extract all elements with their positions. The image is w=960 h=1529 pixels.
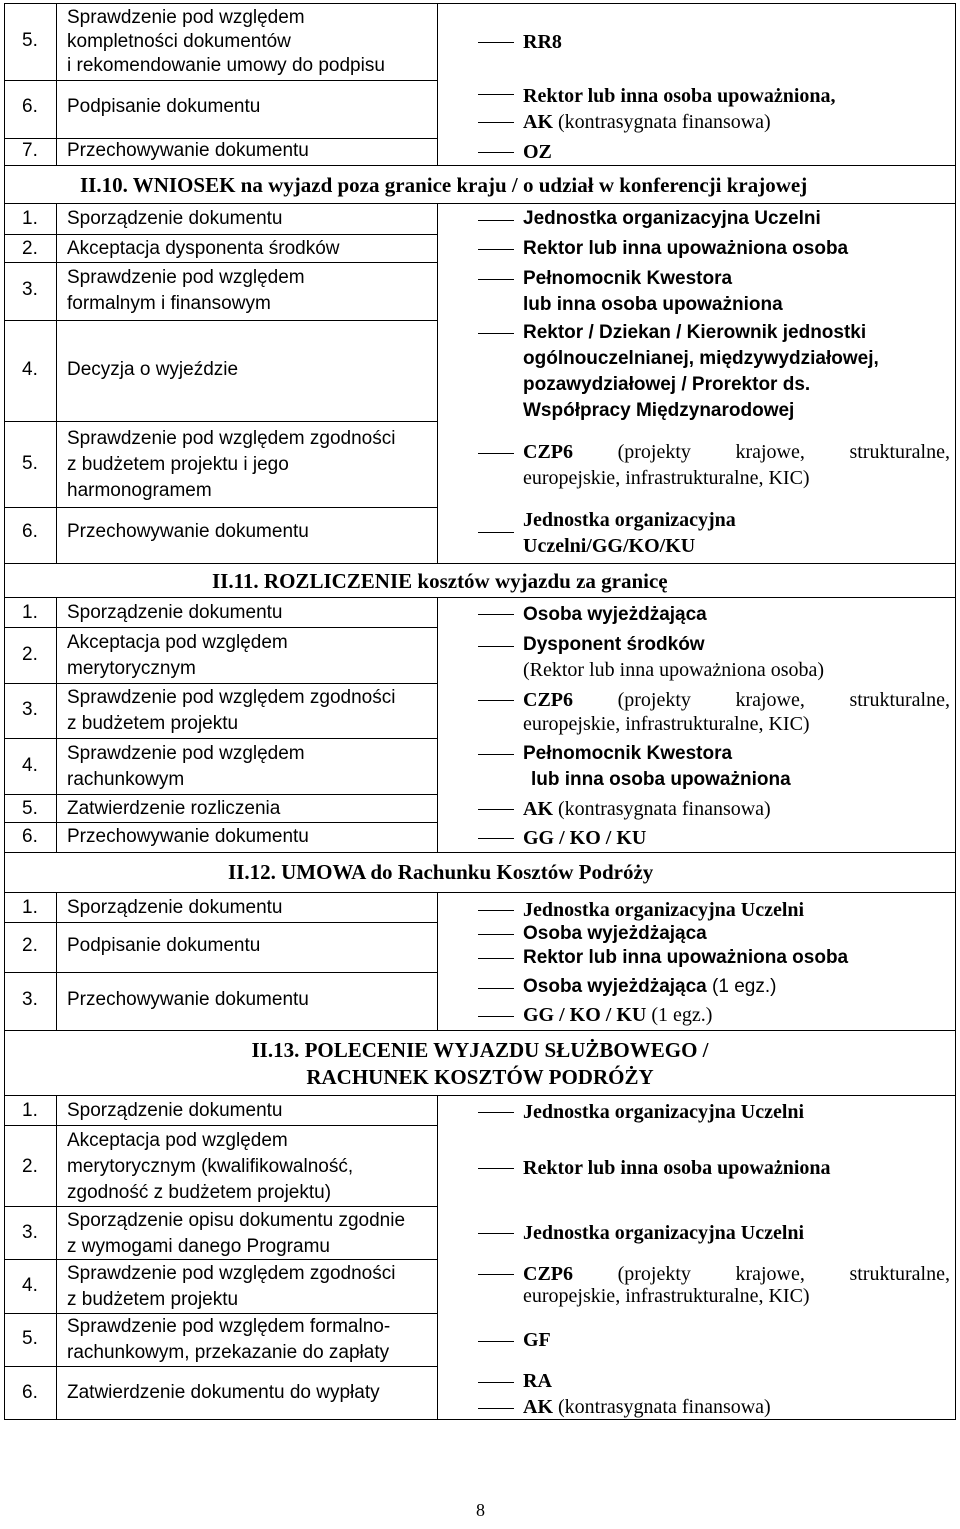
row-responsible: Jednostka organizacyjna — [523, 509, 736, 531]
row-number: 2. — [22, 935, 38, 956]
row-description: Sprawdzenie pod względem — [67, 267, 305, 288]
table-border-top — [4, 3, 956, 4]
row-number: 2. — [22, 238, 38, 259]
table-border-right — [955, 3, 956, 1420]
row-responsible: (Rektor lub inna upoważniona osoba) — [523, 659, 825, 681]
row-responsible: CZP6 (projekty krajowe, strukturalne, — [523, 689, 950, 711]
row-description: Przechowywanie dokumentu — [67, 521, 309, 542]
row-description: Akceptacja pod względem — [67, 1130, 288, 1151]
row-responsible: Osoba wyjeżdżająca — [523, 923, 707, 944]
row-number: 7. — [22, 140, 38, 161]
responsible-dash — [478, 1112, 514, 1113]
row-description: z budżetem projektu — [67, 1289, 239, 1310]
row-description: Podpisanie dokumentu — [67, 96, 261, 117]
row-responsible: Osoba wyjeżdżająca — [523, 604, 707, 625]
row-description: Sprawdzenie pod względem — [67, 743, 305, 764]
row-divider — [4, 421, 438, 422]
responsible-dash — [478, 646, 514, 647]
row-description: i rekomendowanie umowy do podpisu — [67, 55, 385, 76]
row-responsible: Dysponent środków — [523, 634, 705, 655]
section-divider — [4, 892, 956, 893]
responsible-dash — [478, 1274, 514, 1275]
num-col-divider — [56, 892, 57, 1030]
desc-col-divider — [437, 597, 438, 852]
section-divider — [4, 165, 956, 166]
section-divider — [4, 1030, 956, 1031]
responsible-dash — [478, 1016, 514, 1017]
responsible-dash — [478, 122, 514, 123]
desc-col-divider — [437, 203, 438, 563]
row-description: Sprawdzenie pod względem zgodności — [67, 687, 396, 708]
row-responsible: Rektor lub inna upoważniona osoba — [523, 238, 849, 259]
responsible-dash — [478, 1408, 514, 1409]
row-responsible: GG / KO / KU — [523, 827, 647, 849]
row-description: rachunkowym, przekazanie do zapłaty — [67, 1342, 390, 1363]
responsible-dash — [478, 42, 514, 43]
czp6-abbr: CZP6 — [523, 441, 573, 463]
row-responsible: RR8 — [523, 31, 562, 53]
row-description: harmonogramem — [67, 480, 212, 501]
row-responsible: Jednostka organizacyjna Uczelni — [523, 1101, 805, 1123]
row-responsible: Pełnomocnik Kwestora — [523, 743, 733, 764]
row-number: 2. — [22, 644, 38, 665]
desc-col-divider — [437, 1095, 438, 1420]
row-number: 5. — [22, 30, 38, 51]
row-responsible: AK (kontrasygnata finansowa) — [523, 111, 771, 133]
row-number: 5. — [22, 453, 38, 474]
row-number: 6. — [22, 96, 38, 117]
gg-ko-ku-bold: GG / KO / KU — [523, 1004, 647, 1026]
responsible-dash — [478, 614, 514, 615]
row-description: Zatwierdzenie dokumentu do wypłaty — [67, 1382, 380, 1403]
row-divider — [4, 922, 438, 923]
row-number: 1. — [22, 897, 38, 918]
section-title: II.11. ROZLICZENIE kosztów wyjazdu za granicę — [212, 569, 668, 593]
row-number: 3. — [22, 279, 38, 300]
row-description: Sporządzenie dokumentu — [67, 208, 283, 229]
responsible-dash — [478, 152, 514, 153]
row-number: 4. — [22, 359, 38, 380]
responsible-dash — [478, 1233, 514, 1234]
row-description: rachunkowym — [67, 769, 185, 790]
row-responsible: GF — [523, 1329, 551, 1351]
row-responsible: Jednostka organizacyjna Uczelni — [523, 208, 821, 229]
section-title: II.13. POLECENIE WYJAZDU SŁUŻBOWEGO / — [251, 1038, 709, 1062]
row-description: Akceptacja dysponenta środków — [67, 238, 340, 259]
row-divider — [4, 972, 438, 973]
table-border-bottom — [4, 1419, 956, 1420]
row-responsible: GG / KO / KU (1 egz.) — [523, 1004, 713, 1026]
section-title: RACHUNEK KOSZTÓW PODRÓŻY — [306, 1065, 654, 1089]
row-description: Akceptacja pod względem — [67, 632, 288, 653]
num-col-divider — [56, 597, 57, 852]
row-number: 4. — [22, 755, 38, 776]
row-responsible: Jednostka organizacyjna Uczelni — [523, 1222, 805, 1244]
row-divider — [4, 507, 438, 508]
row-divider — [4, 1125, 438, 1126]
responsible-dash — [478, 754, 514, 755]
row-description: kompletności dokumentów — [67, 31, 291, 52]
row-description: Decyzja o wyjeździe — [67, 359, 239, 380]
row-description: Sprawdzenie pod względem formalno- — [67, 1316, 391, 1337]
row-responsible: Rektor / Dziekan / Kierownik jednostki — [523, 322, 867, 343]
responsible-dash — [478, 910, 514, 911]
row-description: Sporządzenie dokumentu — [67, 1100, 283, 1121]
section-divider — [4, 1095, 956, 1096]
row-number: 6. — [22, 521, 38, 542]
row-responsible: Uczelni/GG/KO/KU — [523, 535, 696, 557]
responsible-dash — [478, 249, 514, 250]
responsible-dash — [478, 988, 514, 989]
row-description: z budżetem projektu i jego — [67, 454, 289, 475]
row-responsible: AK (kontrasygnata finansowa) — [523, 1396, 771, 1418]
row-number: 1. — [22, 208, 38, 229]
row-description: z budżetem projektu — [67, 713, 239, 734]
row-description: z wymogami danego Programu — [67, 1236, 330, 1257]
responsible-dash — [478, 700, 514, 701]
ak-abbr: AK — [523, 1396, 553, 1418]
section-divider — [4, 852, 956, 853]
row-divider — [4, 1366, 438, 1367]
row-number: 3. — [22, 699, 38, 720]
row-description: zgodność z budżetem projektu) — [67, 1182, 332, 1203]
section-divider — [4, 597, 956, 598]
czp6-abbr: CZP6 — [523, 1263, 573, 1285]
row-responsible: pozawydziałowej / Prorektor ds. — [523, 374, 811, 395]
row-responsible: lub inna osoba upoważniona — [523, 294, 783, 315]
row-responsible: Jednostka organizacyjna Uczelni — [523, 899, 805, 921]
row-divider — [4, 627, 438, 628]
table-border-left — [4, 3, 5, 1420]
responsible-dash — [478, 838, 514, 839]
row-divider — [4, 794, 438, 795]
section-divider — [4, 563, 956, 564]
row-description: Sprawdzenie pod względem zgodności — [67, 1263, 396, 1284]
responsible-dash — [478, 333, 514, 334]
responsible-dash — [478, 1382, 514, 1383]
responsible-dash — [478, 809, 514, 810]
osoba-bold: Osoba wyjeżdżająca — [523, 976, 707, 997]
responsible-dash — [478, 94, 514, 95]
row-responsible: CZP6 (projekty krajowe, strukturalne, — [523, 441, 950, 463]
row-divider — [4, 80, 438, 81]
row-responsible: europejskie, infrastrukturalne, KIC) — [523, 1285, 810, 1307]
row-number: 4. — [22, 1275, 38, 1296]
row-divider — [4, 1206, 438, 1207]
row-description: Przechowywanie dokumentu — [67, 826, 309, 847]
row-responsible: europejskie, infrastrukturalne, KIC) — [523, 467, 810, 489]
row-responsible: RA — [523, 1370, 552, 1392]
responsible-dash — [478, 453, 514, 454]
row-number: 6. — [22, 1382, 38, 1403]
row-description: Przechowywanie dokumentu — [67, 989, 309, 1010]
row-divider — [4, 822, 438, 823]
section-title: II.12. UMOWA do Rachunku Kosztów Podróży — [228, 860, 654, 884]
row-number: 6. — [22, 826, 38, 847]
row-number: 3. — [22, 989, 38, 1010]
row-description: Sporządzenie opisu dokumentu zgodnie — [67, 1210, 406, 1231]
desc-col-divider — [437, 3, 438, 165]
num-col-divider — [56, 203, 57, 563]
ak-abbr: AK — [523, 111, 553, 133]
row-description: merytorycznym — [67, 658, 196, 679]
row-description: Sporządzenie dokumentu — [67, 897, 283, 918]
num-col-divider — [56, 3, 57, 165]
row-number: 1. — [22, 602, 38, 623]
row-responsible: Współpracy Międzynarodowej — [523, 400, 795, 421]
row-divider — [4, 683, 438, 684]
row-responsible: Osoba wyjeżdżająca (1 egz.) — [523, 976, 777, 997]
row-responsible: lub inna osoba upoważniona — [531, 769, 791, 790]
row-divider — [4, 234, 438, 235]
desc-col-divider — [437, 892, 438, 1030]
row-divider — [4, 320, 438, 321]
responsible-dash — [478, 279, 514, 280]
row-number: 2. — [22, 1156, 38, 1177]
row-number: 5. — [22, 798, 38, 819]
responsible-dash — [478, 958, 514, 959]
row-responsible: Rektor lub inna osoba upoważniona, — [523, 85, 836, 107]
responsible-dash — [478, 934, 514, 935]
row-responsible: CZP6 (projekty krajowe, strukturalne, — [523, 1263, 950, 1285]
row-responsible: Rektor lub inna osoba upoważniona — [523, 1157, 831, 1179]
row-divider — [4, 262, 438, 263]
row-number: 1. — [22, 1100, 38, 1121]
row-divider — [4, 1259, 438, 1260]
row-description: formalnym i finansowym — [67, 293, 271, 314]
row-number: 3. — [22, 1222, 38, 1243]
row-number: 5. — [22, 1328, 38, 1349]
row-responsible: Rektor lub inna upoważniona osoba — [523, 947, 849, 968]
row-divider — [4, 738, 438, 739]
row-responsible: AK (kontrasygnata finansowa) — [523, 798, 771, 820]
row-description: Przechowywanie dokumentu — [67, 140, 309, 161]
czp6-abbr: CZP6 — [523, 689, 573, 711]
row-description: Podpisanie dokumentu — [67, 935, 261, 956]
ak-abbr: AK — [523, 798, 553, 820]
row-responsible: OZ — [523, 141, 552, 163]
responsible-dash — [478, 220, 514, 221]
section-title: II.10. WNIOSEK na wyjazd poza granice kraju / o udział w konferencji krajowej — [80, 173, 808, 197]
row-responsible: ogólnouczelnianej, międzywydziałowej, — [523, 348, 879, 369]
row-description: Sprawdzenie pod względem zgodności — [67, 428, 396, 449]
responsible-dash — [478, 1168, 514, 1169]
num-col-divider — [56, 1095, 57, 1420]
row-description: merytorycznym (kwalifikowalność, — [67, 1156, 354, 1177]
row-responsible: europejskie, infrastrukturalne, KIC) — [523, 713, 810, 735]
responsible-dash — [478, 1341, 514, 1342]
responsible-dash — [478, 532, 514, 533]
row-responsible: Pełnomocnik Kwestora — [523, 268, 733, 289]
row-divider — [4, 1313, 438, 1314]
row-description: Sporządzenie dokumentu — [67, 602, 283, 623]
row-description: Zatwierdzenie rozliczenia — [67, 798, 281, 819]
row-description: Sprawdzenie pod względem — [67, 7, 305, 28]
page-number: 8 — [476, 1500, 485, 1520]
section-divider — [4, 203, 956, 204]
